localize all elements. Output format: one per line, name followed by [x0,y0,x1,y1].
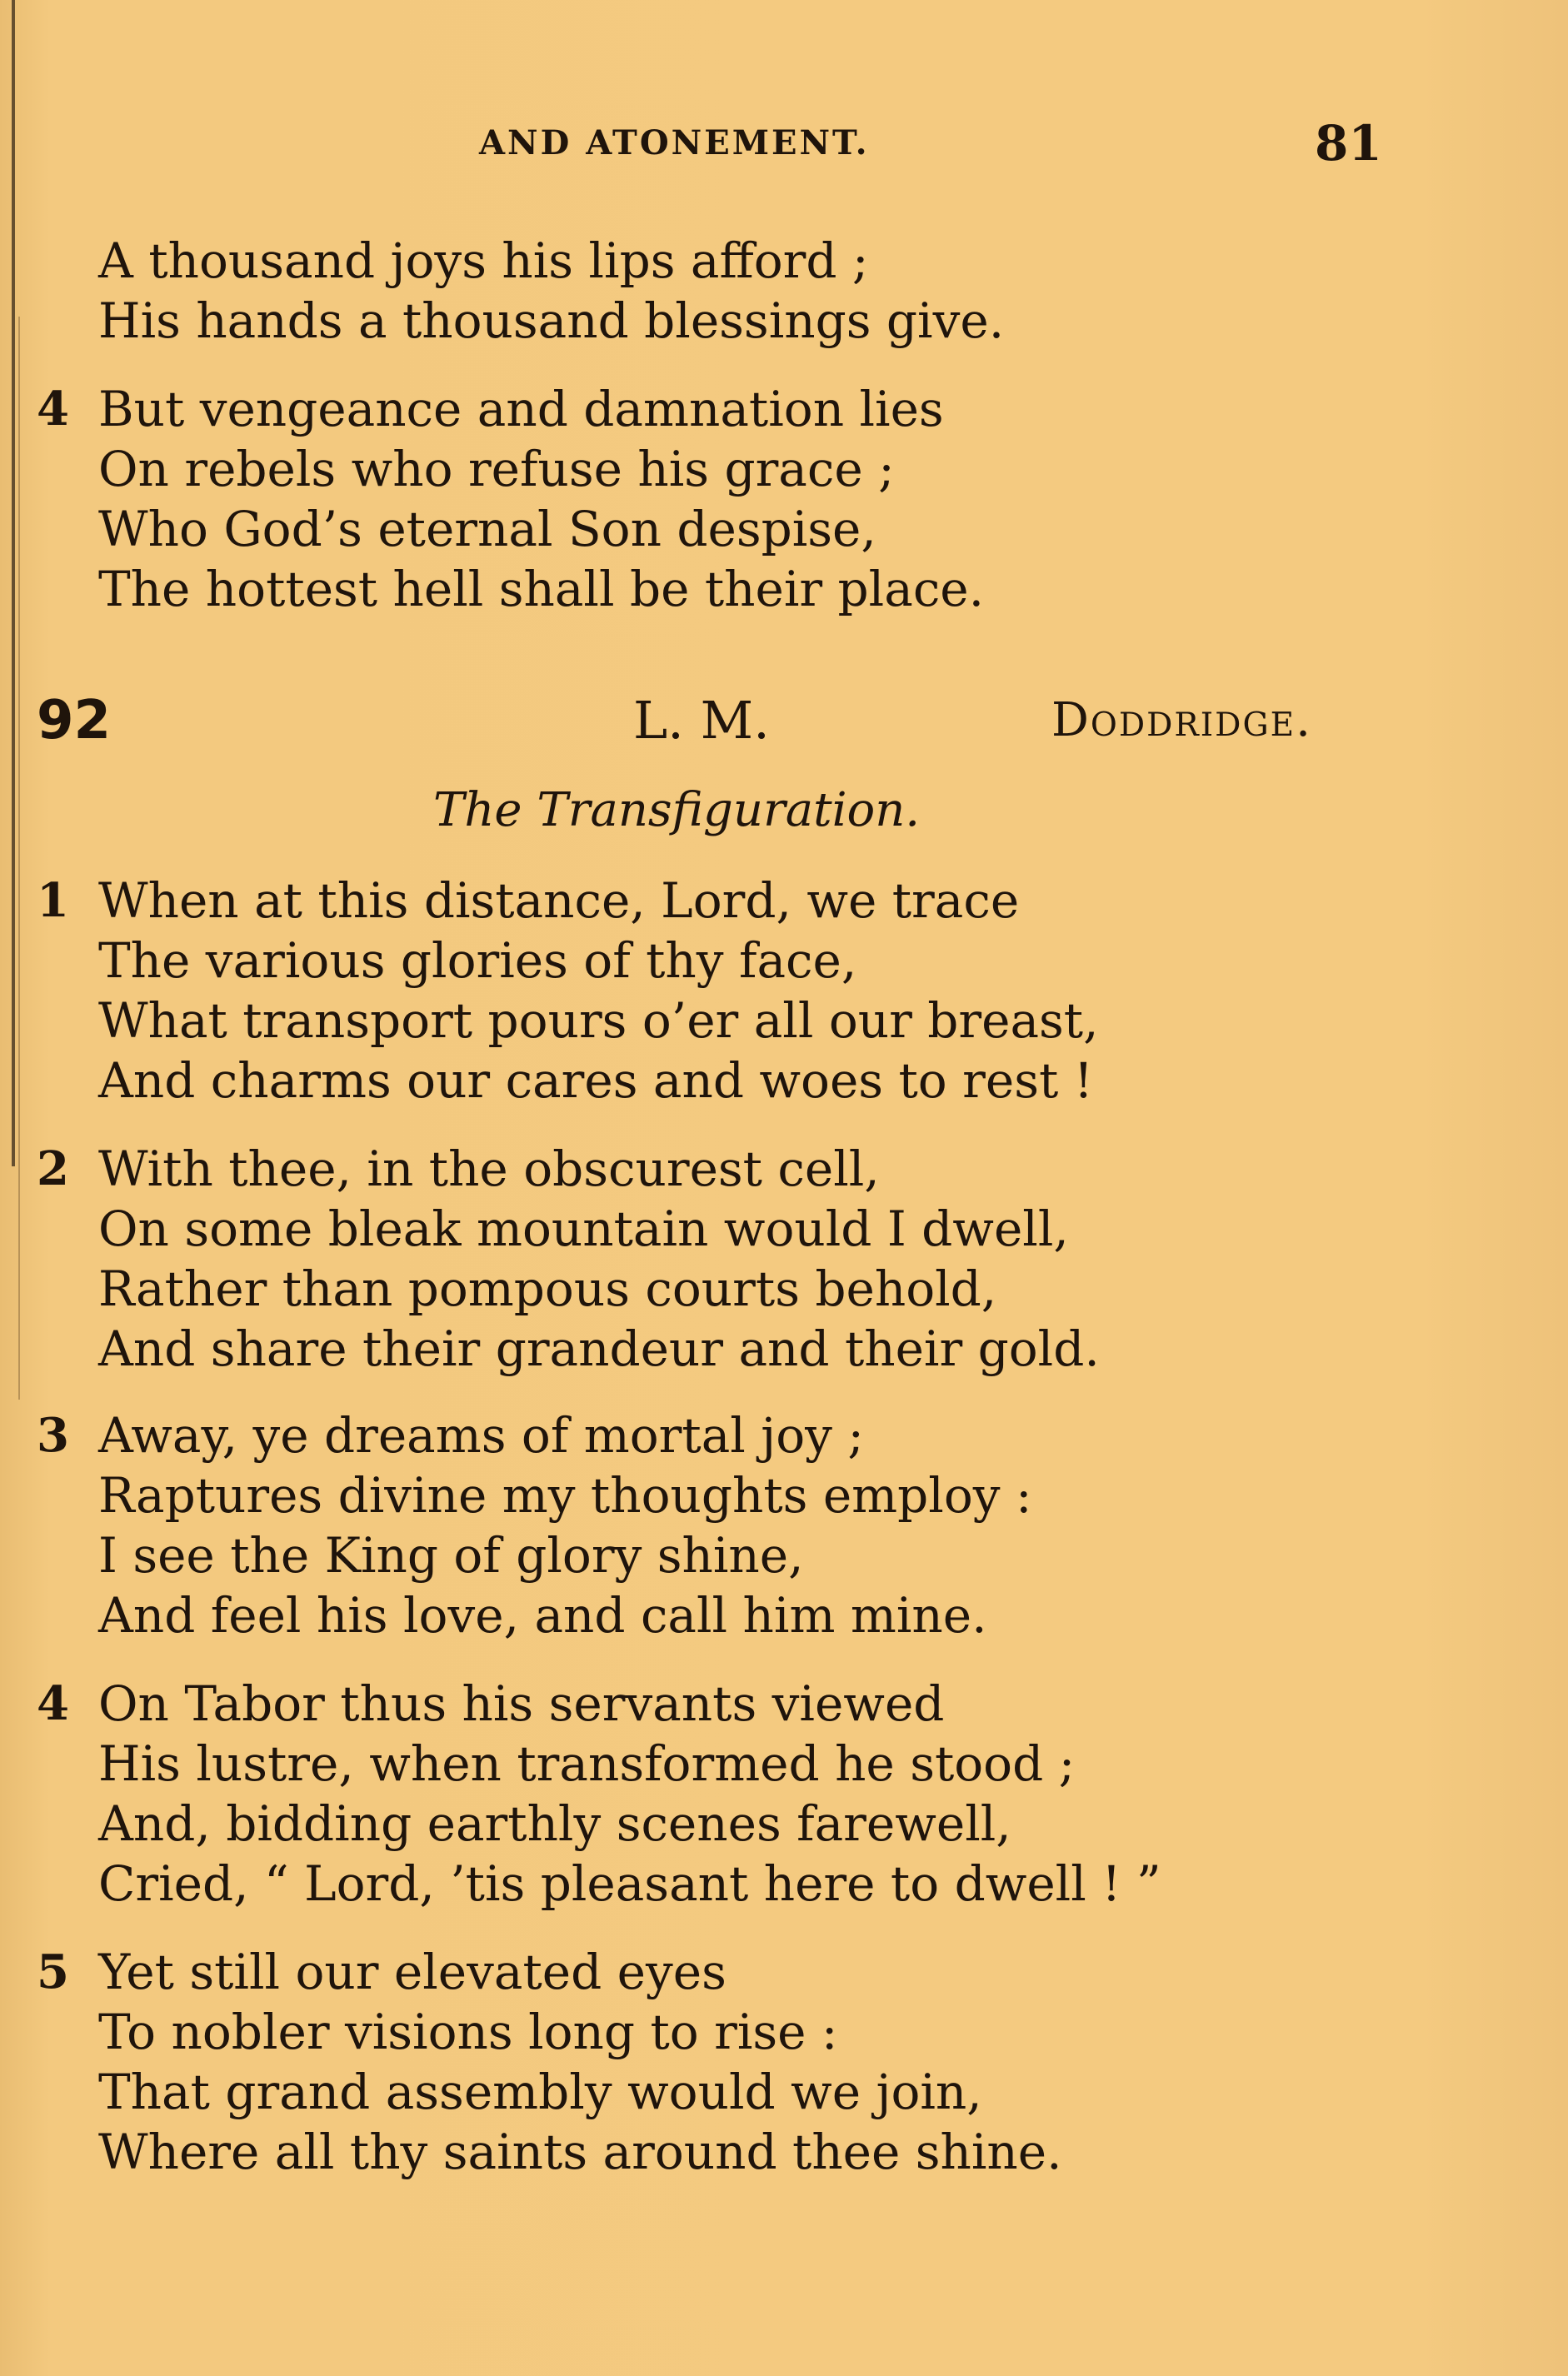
hymn-heading [0,690,1568,756]
verse-line: And charms our cares and woes to rest ! [98,1052,1094,1109]
verse-line: His hands a thousand blessings give. [98,292,1005,349]
page-number: 81 [1315,115,1382,172]
hymn-meter: L. M. [633,690,770,751]
verse-line: Away, ye dreams of mortal joy ; [98,1407,864,1464]
verse-number: 5 [37,1944,69,1999]
verse-line: Cried, “ Lord, ’tis pleasant here to dwell ! ” [98,1855,1161,1912]
verse-line: Who God’s eternal Son despise, [98,501,876,557]
verse-line: On some bleak mountain would I dwell, [98,1200,1069,1257]
verse-line: That grand assembly would we join, [98,2064,982,2120]
page-header [0,115,1568,173]
verse-number: 2 [37,1141,69,1196]
verse-number: 3 [37,1408,69,1463]
verse-line: Rather than pompous courts behold, [98,1260,997,1317]
hymn-number: 92 [37,690,112,751]
verse-line: I see the King of glory shine, [98,1527,804,1584]
hymn-title: The Transfiguration. [433,783,921,837]
verse-line: And feel his love, and call him mine. [98,1587,987,1644]
verse-number: 1 [37,873,69,928]
verse-line: And, bidding earthly scenes farewell, [98,1795,1011,1852]
verse-line: A thousand joys his lips afford ; [98,232,869,289]
verse-line: But vengeance and damnation lies [98,381,944,437]
verse-line: With thee, in the obscurest cell, [98,1141,880,1197]
verse-line: On Tabor thus his servants viewed [98,1675,945,1732]
hymn-author: Doddridge. [1051,693,1312,747]
verse-line: And share their grandeur and their gold. [98,1320,1100,1377]
verse-line: To nobler visions long to rise : [98,2004,838,2060]
verse-line: Raptures divine my thoughts employ : [98,1467,1032,1524]
verse-line: Where all thy saints around thee shine. [98,2124,1062,2180]
verse-line: On rebels who refuse his grace ; [98,441,895,497]
verse-line: The various glories of thy face, [98,932,857,989]
verse-line: What transport pours o’er all our breast, [98,992,1099,1049]
verse-number: 4 [37,1676,69,1731]
verse-number: 4 [37,382,69,437]
verse-line: His lustre, when transformed he stood ; [98,1735,1076,1792]
verse-line: When at this distance, Lord, we trace [98,872,1020,929]
verse-line: The hottest hell shall be their place. [98,561,985,617]
binding-edge [12,0,15,1166]
binding-shadow [18,317,20,1400]
verse-line: Yet still our elevated eyes [98,1944,727,2000]
running-head: AND ATONEMENT. [479,123,870,162]
